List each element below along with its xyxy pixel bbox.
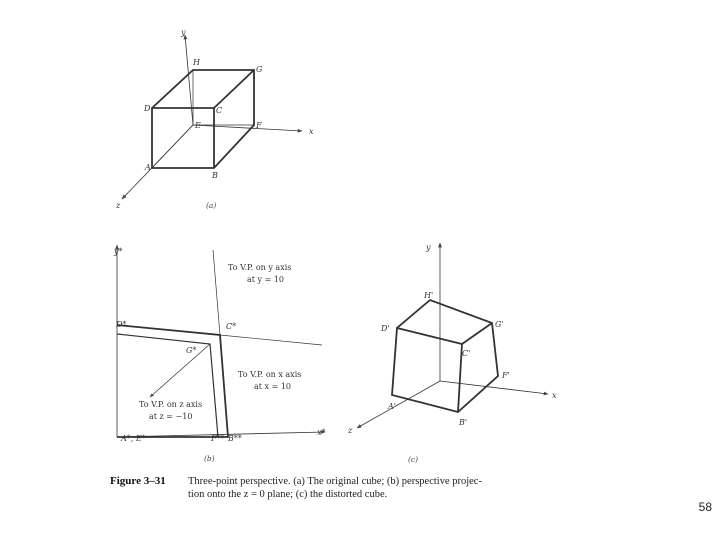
- panel-b-vertex-ae: A*, E*: [121, 434, 146, 443]
- panel-a-vertex-g: G: [256, 65, 263, 74]
- panel-a-vertex-c: C: [216, 106, 223, 115]
- panel-b-vp-z-note-1: To V.P. on z axis: [139, 400, 203, 409]
- panel-c: [357, 243, 548, 428]
- panel-b-axis-y-label: y*: [114, 247, 123, 256]
- panel-b-inner-face: [117, 334, 218, 437]
- panel-a-vertex-f: F: [256, 121, 262, 130]
- panel-b-vp-x-note-2: at x = 10: [254, 382, 292, 391]
- panel-c-vertex-f: F': [502, 371, 510, 380]
- panel-a-vertex-h: H: [193, 58, 200, 67]
- figure-caption: [110, 475, 482, 500]
- panel-c-x-axis: [440, 381, 548, 394]
- panel-b-vertex-f: F**: [211, 434, 225, 443]
- panel-a-vertex-e: E: [195, 121, 201, 130]
- panel-c-cube-edges: [392, 300, 498, 412]
- panel-b-vp-z-note-2: at z = −10: [149, 412, 193, 421]
- panel-a-y-axis: [185, 35, 193, 125]
- panel-a-axis-z-label: z: [116, 201, 121, 210]
- panel-a-cube-edges: [152, 70, 254, 168]
- panel-b-vp-z-line: [150, 344, 210, 397]
- panel-b-vp-x-note-1: To V.P. on x axis: [238, 370, 302, 379]
- panel-b-vertex-b: B**: [228, 434, 242, 443]
- figure-caption-line-1: Three-point perspective. (a) The original cube; (b) perspective projec-: [188, 476, 482, 487]
- panel-b-vp-y-note-1: To V.P. on y axis: [228, 263, 292, 272]
- panel-b-vertex-g: G*: [186, 346, 197, 355]
- panel-b-vertex-d: D*: [116, 320, 127, 329]
- panel-a-vertex-b: B: [212, 171, 218, 180]
- panel-a-vertex-d: D: [144, 104, 151, 113]
- panel-b-vertex-c: C*: [226, 322, 237, 331]
- panel-c-vertex-b: B': [459, 418, 468, 427]
- panel-b-vp-x-line: [220, 335, 322, 345]
- page-number: 58: [698, 500, 712, 514]
- panel-c-axis-x-label: x: [552, 391, 557, 400]
- panel-c-vertex-d: D': [381, 324, 390, 333]
- panel-c-axis-y-label: y: [426, 243, 431, 252]
- panel-b-vp-y-line: [213, 250, 220, 335]
- panel-c-vertex-a: A': [388, 402, 396, 411]
- panel-a-axis-x-label: x: [309, 127, 314, 136]
- panel-a-vertex-a: A: [145, 163, 151, 172]
- figure-caption-number: Figure 3–31: [110, 475, 166, 487]
- panel-c-sublabel: (c): [408, 455, 419, 464]
- panel-c-vertex-h: H': [424, 291, 434, 300]
- figure-caption-line-2: tion onto the z = 0 plane; (c) the distorted cube.: [188, 489, 388, 500]
- panel-c-vertex-c: C': [462, 349, 471, 358]
- panel-b-axis-x-label: x*: [317, 428, 326, 437]
- panel-c-vertex-g: G': [495, 320, 504, 329]
- panel-c-axis-z-label: z: [348, 426, 353, 435]
- panel-a-axis-y-label: y: [181, 28, 186, 37]
- panel-a-x-axis: [193, 125, 302, 131]
- panel-b-vp-y-note-2: at y = 10: [247, 275, 285, 284]
- panel-a-sublabel: (a): [206, 201, 217, 210]
- panel-b-sublabel: (b): [204, 454, 215, 463]
